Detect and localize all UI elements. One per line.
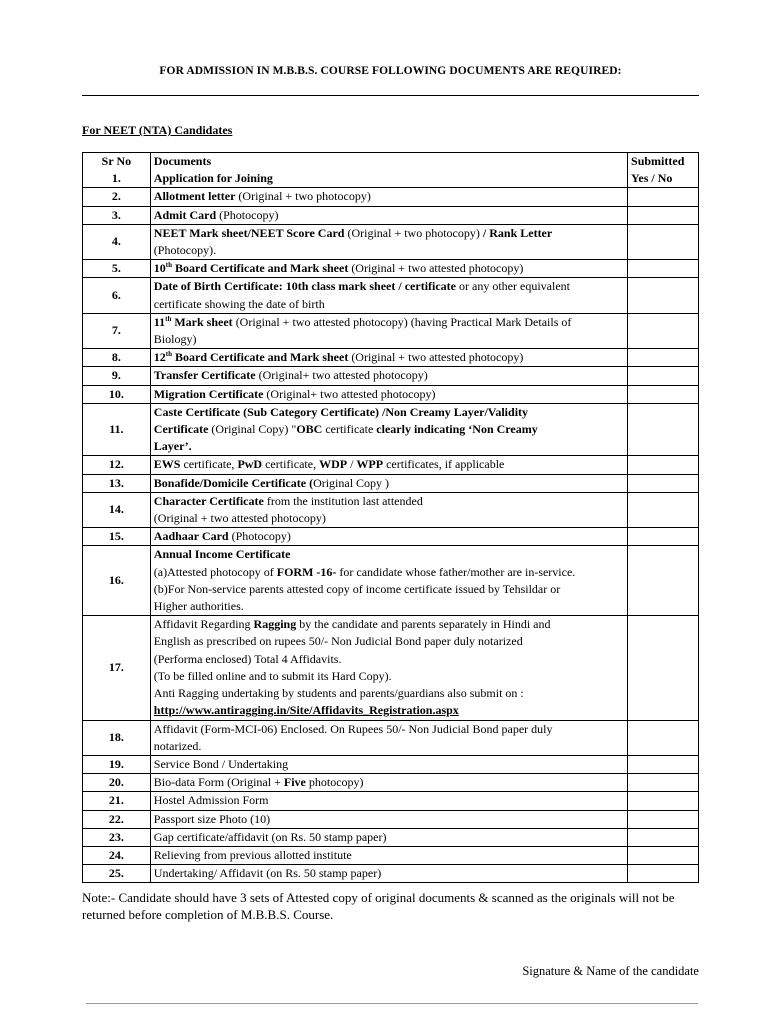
row-document	[150, 865, 627, 883]
row-submitted-cell[interactable]	[628, 206, 699, 224]
document-text-bold: PwD	[237, 457, 263, 472]
row-submitted-cell[interactable]	[628, 865, 699, 883]
document-text: Service Bond / Undertaking	[153, 756, 289, 771]
row-sr-no: 10.	[83, 385, 151, 403]
document-text: Affidavit Regarding	[153, 617, 254, 632]
section-subtitle: For NEET (NTA) Candidates	[82, 123, 233, 137]
document-text-bold: Annual Income Certificate	[153, 547, 291, 562]
document-text: certificate,	[180, 457, 238, 472]
row-submitted-cell[interactable]	[628, 528, 699, 546]
ordinal-suffix: th	[165, 261, 173, 270]
table-row	[83, 810, 699, 828]
document-text: Relieving from previous allotted institute	[153, 847, 352, 862]
document-text-bold: Aadhaar Card	[153, 529, 229, 544]
document-text: (Original + two attested photocopy)	[348, 350, 524, 365]
row-submitted-cell[interactable]	[628, 224, 699, 259]
document-text: (a)Attested photocopy of	[153, 564, 277, 579]
table-body	[83, 170, 699, 883]
row-sr-no: 23.	[83, 828, 151, 846]
document-text-bold: Application	[153, 171, 214, 186]
document-text: Undertaking/ Affidavit (on Rs. 50 stamp paper)	[153, 866, 382, 881]
ordinal-suffix: th	[165, 314, 172, 323]
table-row	[83, 403, 699, 456]
document-text: certificate showing the date of birth	[153, 296, 325, 311]
document-text-bold: Transfer Certificate	[153, 368, 256, 383]
row-document	[150, 349, 627, 367]
row-sr-no: 22.	[83, 810, 151, 828]
document-text-bold: NEET Mark sheet/NEET Score Card	[153, 225, 345, 240]
ordinal-suffix: th	[165, 350, 173, 359]
document-text: Affidavit (Form-MCI-06) Enclosed. On Rupees 50/- Non Judicial Bond paper duly	[153, 721, 553, 736]
row-submitted-cell[interactable]	[628, 403, 699, 456]
document-text: (Photocopy).	[153, 243, 217, 258]
row-document	[150, 792, 627, 810]
row-submitted-cell[interactable]	[628, 278, 699, 313]
note-text: Note:- Candidate should have 3 sets of Attested copy of original documents & scanned as the originals will not be returned before completion of M.B.B.S. Course.	[82, 890, 675, 922]
document-text-bold: 11	[153, 314, 166, 329]
col-header-submitted: Submitted	[628, 153, 699, 171]
document-text: (Original + two attested photocopy)	[153, 511, 326, 526]
row-submitted-cell[interactable]	[628, 367, 699, 385]
row-sr-no: 19.	[83, 755, 151, 773]
table-row	[83, 492, 699, 527]
row-submitted-cell[interactable]	[628, 385, 699, 403]
header-divider	[82, 95, 699, 96]
row-sr-no: 20.	[83, 774, 151, 792]
row-sr-no: 16.	[83, 546, 151, 616]
table-row	[83, 846, 699, 864]
document-text-bold: EWS	[153, 457, 181, 472]
document-text-bold: 10	[153, 261, 166, 276]
row-document	[150, 846, 627, 864]
document-text-bold: WDP	[319, 457, 348, 472]
document-text-bold: Board Certificate and Mark sheet	[172, 261, 349, 276]
submitted-yes-no: Yes / No	[628, 170, 699, 188]
row-document	[150, 278, 627, 313]
row-document	[150, 260, 627, 278]
col-header-sr-no: Sr No	[83, 153, 151, 171]
table-row	[83, 755, 699, 773]
row-document	[150, 720, 627, 755]
row-submitted-cell[interactable]	[628, 456, 699, 474]
table-header-row	[83, 153, 699, 171]
row-sr-no: 21.	[83, 792, 151, 810]
table-row	[83, 774, 699, 792]
document-text: Original Copy )	[313, 475, 390, 490]
row-submitted-cell[interactable]	[628, 846, 699, 864]
row-sr-no: 25.	[83, 865, 151, 883]
document-text: Bio-data Form (Original +	[153, 775, 284, 790]
row-document	[150, 528, 627, 546]
table-row	[83, 349, 699, 367]
document-text: Gap certificate/affidavit (on Rs. 50 stamp paper)	[153, 829, 387, 844]
row-document	[150, 170, 627, 188]
row-sr-no: 7.	[83, 313, 151, 348]
document-text-bold: Character Certificate	[153, 493, 264, 508]
antiragging-link[interactable]: http://www.antiragging.in/Site/Affidavits_Registration.aspx	[153, 703, 459, 718]
table-row	[83, 385, 699, 403]
row-document	[150, 546, 627, 616]
document-text: (b)For Non-service parents attested copy of income certificate issued by Tehsildar or	[153, 581, 561, 596]
document-text: notarized.	[153, 738, 202, 753]
row-document	[150, 810, 627, 828]
document-text: or any other equivalent	[456, 279, 570, 294]
document-text: (Original Copy) "	[208, 422, 297, 437]
row-sr-no: 2.	[83, 188, 151, 206]
row-document	[150, 224, 627, 259]
table-row	[83, 828, 699, 846]
document-text: certificate,	[262, 457, 320, 472]
table-row	[83, 278, 699, 313]
document-text: (Original+ two attested photocopy)	[255, 368, 428, 383]
document-text-bold: Certificate	[153, 422, 209, 437]
row-document	[150, 474, 627, 492]
row-sr-no: 3.	[83, 206, 151, 224]
table-row	[83, 865, 699, 883]
row-submitted-cell[interactable]	[628, 810, 699, 828]
document-text-bold: 12	[153, 350, 166, 365]
document-text-bold: / Rank Letter	[482, 225, 553, 240]
table-row	[83, 188, 699, 206]
document-text: by the candidate and parents separately in Hindi and	[296, 617, 551, 632]
document-text-bold: Layer’.	[153, 439, 192, 454]
row-submitted-cell[interactable]	[628, 349, 699, 367]
row-submitted-cell[interactable]	[628, 774, 699, 792]
row-sr-no: 13.	[83, 474, 151, 492]
document-text-bold: Date of Birth Certificate: 10th class mark sheet / certificate	[153, 279, 457, 294]
row-submitted-cell[interactable]	[628, 755, 699, 773]
row-document	[150, 385, 627, 403]
document-text-bold: Bonafide/Domicile Certificate (	[153, 475, 314, 490]
row-submitted-cell[interactable]	[628, 492, 699, 527]
document-text-bold: Mark sheet	[171, 314, 233, 329]
document-text: Anti Ragging undertaking by students and parents/guardians also submit on :	[153, 686, 524, 701]
table-row	[83, 616, 699, 720]
document-text-bold: OBC	[296, 422, 323, 437]
row-submitted-cell[interactable]	[628, 792, 699, 810]
document-text-bold: Caste Certificate (Sub Category Certificate) /Non Creamy Layer/Validity	[153, 404, 529, 419]
row-document	[150, 313, 627, 348]
table-row	[83, 474, 699, 492]
row-submitted-cell[interactable]	[628, 828, 699, 846]
document-text-bold: Admit Card	[153, 207, 217, 222]
table-row	[83, 528, 699, 546]
row-sr-no: 11.	[83, 403, 151, 456]
document-text: photocopy)	[305, 775, 364, 790]
row-document	[150, 616, 627, 720]
table-row	[83, 224, 699, 259]
document-text-bold: Five	[283, 775, 306, 790]
row-document	[150, 206, 627, 224]
row-document	[150, 774, 627, 792]
row-sr-no: 24.	[83, 846, 151, 864]
document-text-bold: Ragging	[253, 617, 297, 632]
row-submitted-cell[interactable]	[628, 546, 699, 616]
table-row	[83, 260, 699, 278]
document-text: Passport size Photo (10)	[153, 811, 271, 826]
row-sr-no: 8.	[83, 349, 151, 367]
col-header-documents: Documents	[150, 153, 627, 171]
table-row	[83, 546, 699, 616]
document-text: (Original + two attested photocopy) (having Practical Mark Details of	[232, 314, 572, 329]
document-text-bold: Board Certificate and Mark sheet	[172, 350, 349, 365]
row-sr-no: 4.	[83, 224, 151, 259]
row-sr-no: 17.	[83, 616, 151, 720]
row-submitted-cell[interactable]	[628, 616, 699, 720]
document-text-bold: Joining	[234, 171, 273, 186]
table-row	[83, 456, 699, 474]
row-sr-no: 18.	[83, 720, 151, 755]
row-document	[150, 367, 627, 385]
table-row	[83, 720, 699, 755]
document-text: /	[347, 457, 357, 472]
row-sr-no: 5.	[83, 260, 151, 278]
document-text: for candidate whose father/mother are in-service.	[336, 564, 576, 579]
row-sr-no: 1.	[83, 170, 151, 188]
table-row	[83, 792, 699, 810]
row-sr-no: 12.	[83, 456, 151, 474]
page-title: FOR ADMISSION IN M.B.B.S. COURSE FOLLOWING DOCUMENTS ARE REQUIRED:	[159, 65, 622, 77]
row-document	[150, 456, 627, 474]
row-sr-no: 15.	[83, 528, 151, 546]
document-text: (Original + two photocopy)	[235, 189, 371, 204]
row-submitted-cell[interactable]	[628, 188, 699, 206]
row-document	[150, 492, 627, 527]
document-text: Higher authorities.	[153, 599, 244, 614]
document-text: (Photocopy)	[216, 207, 279, 222]
row-submitted-cell[interactable]	[628, 260, 699, 278]
row-sr-no: 14.	[83, 492, 151, 527]
row-submitted-cell[interactable]	[628, 720, 699, 755]
row-document	[150, 828, 627, 846]
document-text-bold: Migration Certificate	[153, 386, 264, 401]
document-text-bold: clearly indicating ‘Non Creamy	[376, 422, 538, 437]
document-text: (Original+ two attested photocopy)	[263, 386, 436, 401]
document-text: from the institution last attended	[263, 493, 423, 508]
document-text: (To be filled online and to submit its Hard Copy).	[153, 668, 392, 683]
table-row	[83, 367, 699, 385]
document-text: (Photocopy)	[228, 529, 291, 544]
document-text: (Original + two photocopy)	[344, 225, 483, 240]
row-document	[150, 188, 627, 206]
footer-divider	[86, 1003, 698, 1004]
document-text: (Performa enclosed) Total 4 Affidavits.	[153, 651, 342, 666]
document-text-bold: WPP	[356, 457, 384, 472]
row-document	[150, 403, 627, 456]
row-submitted-cell[interactable]	[628, 313, 699, 348]
documents-table	[82, 152, 699, 883]
document-text: (Original + two attested photocopy)	[348, 261, 524, 276]
table-row	[83, 313, 699, 348]
row-submitted-cell[interactable]	[628, 474, 699, 492]
row-sr-no: 9.	[83, 367, 151, 385]
signature-label: Signature & Name of the candidate	[522, 964, 699, 978]
document-text: for	[213, 171, 235, 186]
document-text-bold: Allotment letter	[153, 189, 236, 204]
document-text: English as prescribed on rupees 50/- Non Judicial Bond paper duly notarized	[153, 634, 523, 649]
document-text-bold: FORM -16-	[276, 564, 337, 579]
document-text: Hostel Admission Form	[153, 793, 269, 808]
table-row	[83, 170, 699, 188]
row-document	[150, 755, 627, 773]
document-text: Biology)	[153, 332, 197, 347]
table-row	[83, 206, 699, 224]
document-text: certificates, if applicable	[383, 457, 505, 472]
row-sr-no: 6.	[83, 278, 151, 313]
document-text: certificate	[322, 422, 377, 437]
